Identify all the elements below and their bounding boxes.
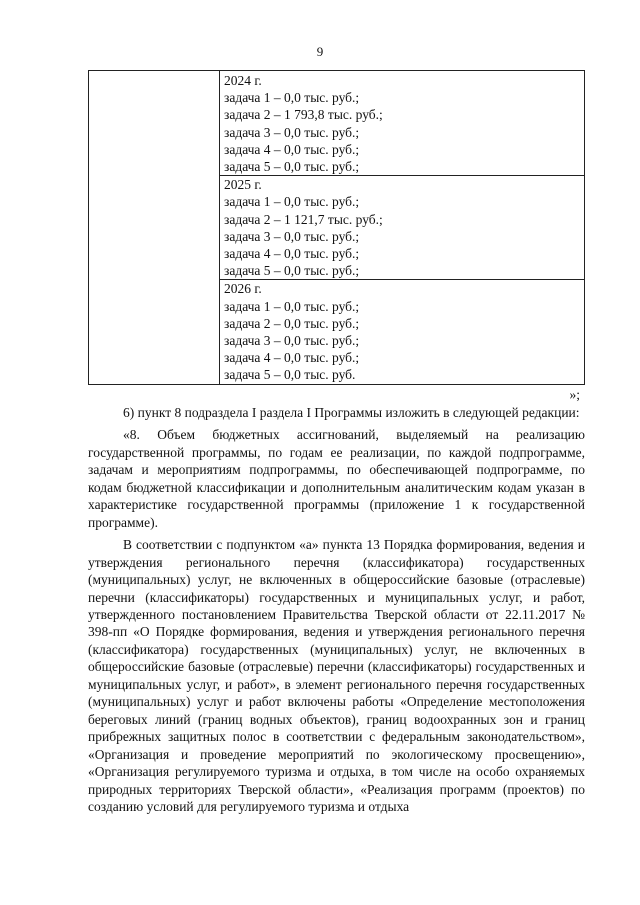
task-line: задача 1 – 0,0 тыс. руб.; (224, 194, 360, 210)
task-line: задача 1 – 0,0 тыс. руб.; (224, 298, 360, 314)
table-closing-mark: »; (569, 387, 580, 402)
task-line: задача 2 – 0,0 тыс. руб.; (224, 315, 360, 331)
task-line: задача 1 – 0,0 тыс. руб.; (224, 90, 360, 106)
task-line: задача 3 – 0,0 тыс. руб.; (224, 124, 360, 140)
paragraph-item-6: 6) пункт 8 подраздела I раздела I Программы изложить в следующей редакции: (123, 405, 580, 420)
paragraph-budget-volume: «8. Объем бюджетных ассигнований, выделяемый на реализацию государственной программы, по годам ее реализации, по каждой подпрограмме, задачам и мероприятиям подпрограммы, по обеспечивающей подпрограмме, по кодам бюджетной классификации и дополнительным аналитическим кодам указан в характеристике государственной программы (приложение 1 к государственной программе). (88, 427, 585, 530)
task-line: задача 4 – 0,0 тыс. руб.; (224, 141, 360, 157)
table-left-cell (89, 71, 220, 384)
task-line: задача 3 – 0,0 тыс. руб.; (224, 228, 360, 244)
year-label: 2024 г. (224, 73, 262, 88)
document-body (88, 404, 585, 815)
paragraph-regional-list: В соответствии с подпунктом «а» пункта 13 Порядка формирования, ведения и утверждения регионального перечня (классификатора) государственных (муниципальных) услуг, не включенных в общероссийские базовые (отраслевые) перечни (классификаторы) государственных и муниципальных услуг, и работ, утвержденного постановлением Правительства Тверской области от 22.11.2017 № 398-пп «О Порядке формирования, ведения и утверждения регионального перечня (классификатора) государственных (муниципальных) услуг, не включенных в общероссийские базовые (отраслевые) перечни (классификаторы) государственных и муниципальных услуг, и работ», в элемент регионального перечня государственных (муниципальных) услуг и работ включены работы «Определение местоположения береговых линий (границ водных объектов), границ водоохранных зон и границ прибрежных защитных полос в соответствии с федеральным законодательством», «Организация и проведение мероприятий по экологическому просвещению», «Организация регулируемого туризма и отдыха, в том числе на особо охраняемых природных территориях Тверской области», «Реализация программ (проектов) по созданию условий для регулируемого туризма и отдыха (88, 537, 585, 814)
task-line: задача 2 – 1 121,7 тыс. руб.; (224, 211, 383, 227)
table-right-cell (220, 71, 584, 384)
year-block-2025 (220, 175, 584, 279)
task-line: задача 5 – 0,0 тыс. руб. (224, 367, 356, 383)
task-line: задача 5 – 0,0 тыс. руб.; (224, 263, 360, 279)
year-label: 2025 г. (224, 177, 262, 193)
page-number: 9 (316, 44, 324, 59)
year-label: 2026 г. (224, 281, 262, 297)
task-line: задача 4 – 0,0 тыс. руб.; (224, 246, 360, 262)
task-line: задача 2 – 1 793,8 тыс. руб.; (224, 107, 383, 123)
task-line: задача 3 – 0,0 тыс. руб.; (224, 333, 360, 349)
task-line: задача 4 – 0,0 тыс. руб.; (224, 350, 360, 366)
task-line: задача 5 – 0,0 тыс. руб.; (224, 159, 360, 175)
year-block-2026 (220, 279, 584, 383)
year-block-2024 (220, 71, 584, 175)
budget-table (88, 70, 585, 385)
